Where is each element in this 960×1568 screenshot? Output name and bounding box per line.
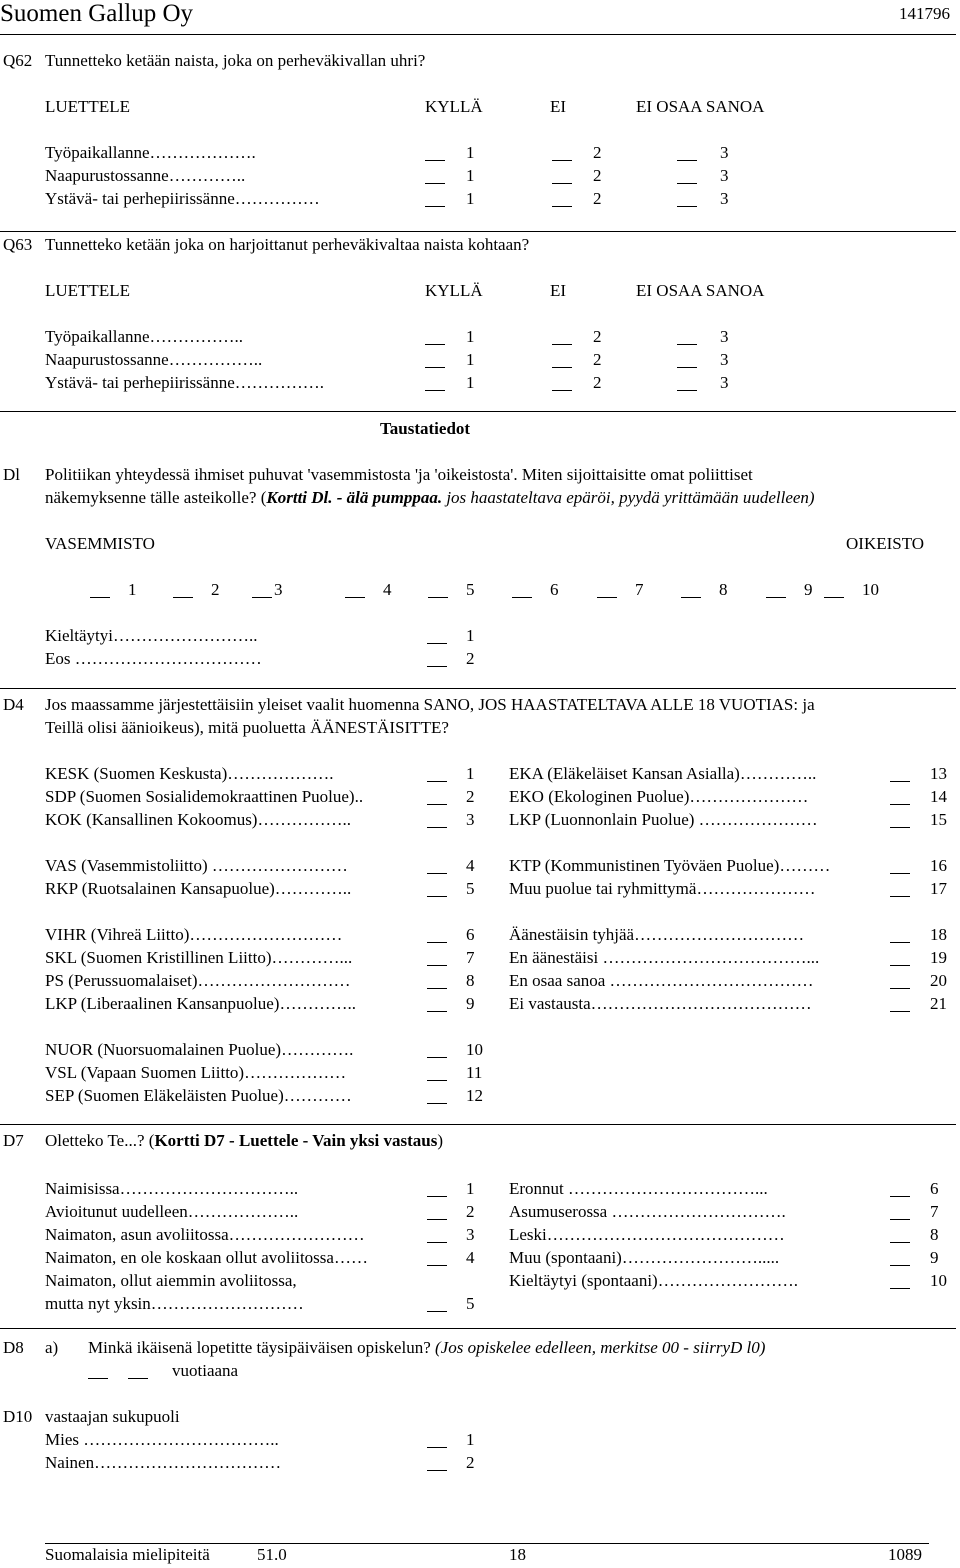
d8-unit: vuotiaana <box>172 1361 239 1380</box>
option-code: 5 <box>466 879 475 898</box>
option-code: 9 <box>930 1248 939 1267</box>
option-blank[interactable] <box>427 781 447 782</box>
answer-code: 2 <box>593 189 602 208</box>
d7-id: D7 <box>3 1131 24 1150</box>
option-code: 1 <box>466 764 475 783</box>
option-blank[interactable] <box>427 1196 447 1197</box>
option-label: VAS (Vasemmistoliitto) …………………… <box>45 856 348 875</box>
option-label: Muu (spontaani)……………………..... <box>509 1248 780 1267</box>
row-label: Ystävä- tai perhepiirissänne……………. <box>45 373 325 392</box>
answer-blank[interactable] <box>425 390 445 391</box>
option-blank[interactable] <box>427 1470 447 1471</box>
option-blank[interactable] <box>890 1242 910 1243</box>
d10-id: D10 <box>3 1407 33 1426</box>
scale-blank[interactable] <box>428 597 448 598</box>
q62-col-yes: KYLLÄ <box>425 97 483 116</box>
answer-code: 3 <box>720 373 729 392</box>
q63-id: Q63 <box>3 235 33 254</box>
option-code: 1 <box>466 1179 475 1198</box>
q62-col-no: EI <box>550 97 567 116</box>
option-label: SDP (Suomen Sosialidemokraattinen Puolue).. <box>45 787 364 806</box>
scale-blank[interactable] <box>90 597 110 598</box>
option-blank[interactable] <box>890 781 910 782</box>
option-code: 2 <box>466 1202 475 1221</box>
header-rule <box>0 34 956 35</box>
answer-code: 2 <box>593 143 602 162</box>
option-label: KESK (Suomen Keskusta)………………. <box>45 764 334 783</box>
section-title: Taustatiedot <box>380 419 471 438</box>
d8-age-digit1-blank[interactable] <box>88 1378 108 1379</box>
option-blank[interactable] <box>427 1311 447 1312</box>
footer-rule <box>45 1543 929 1544</box>
answer-blank[interactable] <box>677 160 697 161</box>
option-label: NUOR (Nuorsuomalainen Puolue)…………. <box>45 1040 354 1059</box>
answer-blank[interactable] <box>552 183 572 184</box>
option-code: 2 <box>466 1453 475 1472</box>
option-blank[interactable] <box>427 965 447 966</box>
answer-code: 2 <box>593 327 602 346</box>
q62-text: Tunnetteko ketään naista, joka on perheväkivallan uhri? <box>45 51 426 70</box>
option-label: KTP (Kommunistinen Työväen Puolue)……… <box>509 856 831 875</box>
d1-rule <box>0 688 956 689</box>
option-blank[interactable] <box>427 988 447 989</box>
option-label: Leski…………………………………… <box>509 1225 785 1244</box>
d8-id: D8 <box>3 1338 24 1357</box>
d7-text-a: Oletteko Te...? ( <box>45 1131 155 1150</box>
option-label: VSL (Vapaan Suomen Liitto)……………… <box>45 1063 347 1082</box>
option-code: 17 <box>930 879 947 898</box>
option-label: VIHR (Vihreä Liitto)……………………… <box>45 925 343 944</box>
option-code: 5 <box>466 1294 475 1313</box>
answer-code: 1 <box>466 143 475 162</box>
q63-rule <box>0 411 956 412</box>
d4-text-line2: Teillä olisi äänioikeus), mitä puoluetta ÄÄNESTÄISITTE? <box>45 718 449 737</box>
d4-id: D4 <box>3 695 24 714</box>
answer-blank[interactable] <box>677 367 697 368</box>
option-label: Naimaton, ollut aiemmin avoliitossa, <box>45 1271 297 1290</box>
option-label: Eos …………………………… <box>45 649 262 668</box>
answer-code: 1 <box>466 189 475 208</box>
answer-code: 2 <box>593 166 602 185</box>
d1-text-line1: Politiikan yhteydessä ihmiset puhuvat 'vasemmistosta 'ja 'oikeistosta'. Miten sijoittaisitte omat poliittiset <box>45 465 753 484</box>
answer-code: 1 <box>466 373 475 392</box>
d1-text-a: näkemyksenne tälle asteikolle? ( <box>45 488 267 507</box>
d10-text: vastaajan sukupuoli <box>45 1407 180 1426</box>
option-code: 13 <box>930 764 947 783</box>
option-label: En osaa sanoa ……………………………… <box>509 971 814 990</box>
option-label: En äänestäisi ………………………………... <box>509 948 820 967</box>
q62-id: Q62 <box>3 51 33 70</box>
option-label: LKP (Luonnonlain Puolue) ………………… <box>509 810 818 829</box>
option-code: 10 <box>930 1271 947 1290</box>
answer-code: 3 <box>720 166 729 185</box>
answer-blank[interactable] <box>425 367 445 368</box>
option-code: 6 <box>466 925 475 944</box>
option-label: Nainen…………………………… <box>45 1453 282 1472</box>
option-label: EKA (Eläkeläiset Kansan Asialla)………….. <box>509 764 817 783</box>
option-code: 18 <box>930 925 947 944</box>
answer-blank[interactable] <box>425 344 445 345</box>
q62-col-dk: EI OSAA SANOA <box>636 97 765 116</box>
option-code: 15 <box>930 810 947 829</box>
q63-col-yes: KYLLÄ <box>425 281 483 300</box>
answer-blank[interactable] <box>677 344 697 345</box>
answer-blank[interactable] <box>552 344 572 345</box>
option-blank[interactable] <box>427 1447 447 1448</box>
scale-blank[interactable] <box>173 597 193 598</box>
option-code: 4 <box>466 1248 475 1267</box>
option-label: Eronnut ……………………………... <box>509 1179 768 1198</box>
d7-text-c: ) <box>437 1131 443 1150</box>
company-name: Suomen Gallup Oy <box>0 0 194 27</box>
option-blank[interactable] <box>427 942 447 943</box>
option-code: 16 <box>930 856 947 875</box>
answer-code: 1 <box>466 327 475 346</box>
answer-code: 2 <box>593 350 602 369</box>
option-blank[interactable] <box>890 896 910 897</box>
row-label: Työpaikallanne………………. <box>45 143 256 162</box>
option-label: Muu puolue tai ryhmittymä………………… <box>509 879 816 898</box>
option-code: 20 <box>930 971 947 990</box>
option-blank[interactable] <box>890 1265 910 1266</box>
option-code: 12 <box>466 1086 483 1105</box>
footer-number: 51.0 <box>257 1545 287 1564</box>
scale-blank[interactable] <box>766 597 786 598</box>
d4-rule <box>0 1124 956 1125</box>
option-code: 11 <box>466 1063 483 1082</box>
d1-id: Dl <box>3 465 20 484</box>
option-label: KOK (Kansallinen Kokoomus)…………….. <box>45 810 351 829</box>
q62-rule <box>0 231 956 232</box>
q62-col-list: LUETTELE <box>45 97 130 116</box>
option-code: 14 <box>930 787 947 806</box>
d8-note: (Jos opiskelee edelleen, merkitse 00 - siirryD l0) <box>435 1338 766 1357</box>
option-blank[interactable] <box>427 1219 447 1220</box>
option-blank[interactable] <box>427 896 447 897</box>
option-label: Kieltäytyi…………………….. <box>45 626 258 645</box>
d7-text <box>45 1131 443 1151</box>
row-label: Työpaikallanne…………….. <box>45 327 244 346</box>
option-code: 7 <box>930 1202 939 1221</box>
option-code: 4 <box>466 856 475 875</box>
d8-age-digit2-blank[interactable] <box>128 1378 148 1379</box>
option-blank[interactable] <box>890 804 910 805</box>
option-blank[interactable] <box>890 1196 910 1197</box>
d4-text-line1: Jos maassamme järjestettäisiin yleiset vaalit huomenna SANO, JOS HAASTATELTAVA ALLE 18 VUOTIAS: ja <box>45 695 815 714</box>
form-code: 141796 <box>899 4 950 23</box>
option-blank[interactable] <box>890 827 910 828</box>
d1-right-label: OIKEISTO <box>846 534 925 553</box>
scale-code: 3 <box>274 580 283 599</box>
scale-code: 1 <box>128 580 137 599</box>
option-blank[interactable] <box>890 988 910 989</box>
d7-card-note: Kortti D7 - Luettele - Vain yksi vastaus <box>154 1131 438 1150</box>
scale-code: 9 <box>804 580 813 599</box>
answer-code: 1 <box>466 350 475 369</box>
footer-page: 18 <box>509 1545 526 1564</box>
answer-code: 1 <box>466 166 475 185</box>
d8-text <box>88 1338 765 1358</box>
answer-blank[interactable] <box>677 390 697 391</box>
option-blank[interactable] <box>427 873 447 874</box>
row-label: Naapurustossanne…………….. <box>45 350 263 369</box>
answer-blank[interactable] <box>552 160 572 161</box>
answer-blank[interactable] <box>552 206 572 207</box>
option-label: PS (Perussuomalaiset)……………………… <box>45 971 351 990</box>
answer-blank[interactable] <box>552 367 572 368</box>
scale-code: 6 <box>550 580 559 599</box>
d8-sub: a) <box>45 1338 59 1357</box>
answer-code: 3 <box>720 143 729 162</box>
answer-code: 3 <box>720 327 729 346</box>
option-label: Naimisissa………………………….. <box>45 1179 299 1198</box>
option-code: 21 <box>930 994 947 1013</box>
d1-text-line2 <box>45 488 815 508</box>
d7-rule <box>0 1328 956 1329</box>
answer-code: 3 <box>720 189 729 208</box>
option-blank[interactable] <box>427 643 447 644</box>
scale-blank[interactable] <box>512 597 532 598</box>
option-label: Äänestäisin tyhjää………………………… <box>509 925 805 944</box>
scale-code: 7 <box>635 580 644 599</box>
scale-code: 4 <box>383 580 392 599</box>
answer-blank[interactable] <box>425 206 445 207</box>
option-code: 2 <box>466 649 475 668</box>
scale-blank[interactable] <box>345 597 365 598</box>
d8-question: Minkä ikäisenä lopetitte täysipäiväisen opiskelun? <box>88 1338 431 1357</box>
scale-code: 2 <box>211 580 220 599</box>
scale-blank[interactable] <box>597 597 617 598</box>
option-blank[interactable] <box>427 1057 447 1058</box>
option-blank[interactable] <box>427 1011 447 1012</box>
option-label: Avioitunut uudelleen……………….. <box>45 1202 299 1221</box>
option-blank[interactable] <box>427 1103 447 1104</box>
option-label: Naimaton, asun avoliitossa…………………… <box>45 1225 365 1244</box>
option-code: 8 <box>930 1225 939 1244</box>
d1-instruction: jos haastateltava epäröi, pyydä yrittämään uudelleen) <box>442 488 815 507</box>
q63-text: Tunnetteko ketään joka on harjoittanut perheväkivaltaa naista kohtaan? <box>45 235 530 254</box>
footer-title: Suomalaisia mielipiteitä <box>45 1545 210 1564</box>
answer-blank[interactable] <box>425 160 445 161</box>
option-code: 7 <box>466 948 475 967</box>
option-label: SEP (Suomen Eläkeläisten Puolue)………… <box>45 1086 352 1105</box>
scale-code: 10 <box>862 580 879 599</box>
option-blank[interactable] <box>890 1011 910 1012</box>
option-label: LKP (Liberaalinen Kansanpuolue)………….. <box>45 994 356 1013</box>
option-label: RKP (Ruotsalainen Kansapuolue)………….. <box>45 879 352 898</box>
option-label: EKO (Ekologinen Puolue)………………… <box>509 787 809 806</box>
option-label: SKL (Suomen Kristillinen Liitto)…………... <box>45 948 353 967</box>
option-code: 6 <box>930 1179 939 1198</box>
d1-card-note: Kortti Dl. - älä pumppaa. <box>266 488 443 507</box>
answer-code: 2 <box>593 373 602 392</box>
scale-blank[interactable] <box>824 597 844 598</box>
answer-blank[interactable] <box>425 183 445 184</box>
option-blank[interactable] <box>427 666 447 667</box>
option-blank[interactable] <box>427 804 447 805</box>
scale-blank[interactable] <box>252 597 272 598</box>
option-label: Kieltäytyi (spontaani)……………………. <box>509 1271 798 1290</box>
option-blank[interactable] <box>427 827 447 828</box>
option-code: 1 <box>466 1430 475 1449</box>
d1-left-label: VASEMMISTO <box>45 534 155 553</box>
option-blank[interactable] <box>890 965 910 966</box>
option-blank[interactable] <box>890 1219 910 1220</box>
option-label: Ei vastausta………………………………… <box>509 994 812 1013</box>
option-label: mutta nyt yksin……………………… <box>45 1294 304 1313</box>
option-label: Mies …………………………….. <box>45 1430 279 1449</box>
scale-blank[interactable] <box>681 597 701 598</box>
answer-code: 3 <box>720 350 729 369</box>
q63-col-list: LUETTELE <box>45 281 130 300</box>
scale-code: 8 <box>719 580 728 599</box>
scale-code: 5 <box>466 580 475 599</box>
option-blank[interactable] <box>890 1288 910 1289</box>
option-label: Naimaton, en ole koskaan ollut avoliitossa…… <box>45 1248 368 1267</box>
option-blank[interactable] <box>427 1242 447 1243</box>
option-code: 1 <box>466 626 475 645</box>
option-code: 2 <box>466 787 475 806</box>
option-blank[interactable] <box>427 1265 447 1266</box>
option-code: 19 <box>930 948 947 967</box>
option-label: Asumuserossa …………………………. <box>509 1202 786 1221</box>
option-code: 9 <box>466 994 475 1013</box>
option-blank[interactable] <box>427 1080 447 1081</box>
q63-col-no: EI <box>550 281 567 300</box>
row-label: Ystävä- tai perhepiirissänne…………… <box>45 189 320 208</box>
q63-col-dk: EI OSAA SANOA <box>636 281 765 300</box>
answer-blank[interactable] <box>677 206 697 207</box>
option-code: 3 <box>466 810 475 829</box>
option-code: 10 <box>466 1040 483 1059</box>
option-blank[interactable] <box>890 873 910 874</box>
row-label: Naapurustossanne………….. <box>45 166 246 185</box>
option-code: 3 <box>466 1225 475 1244</box>
answer-blank[interactable] <box>552 390 572 391</box>
answer-blank[interactable] <box>677 183 697 184</box>
option-blank[interactable] <box>890 942 910 943</box>
footer-id: 1089 <box>888 1545 922 1564</box>
option-code: 8 <box>466 971 475 990</box>
